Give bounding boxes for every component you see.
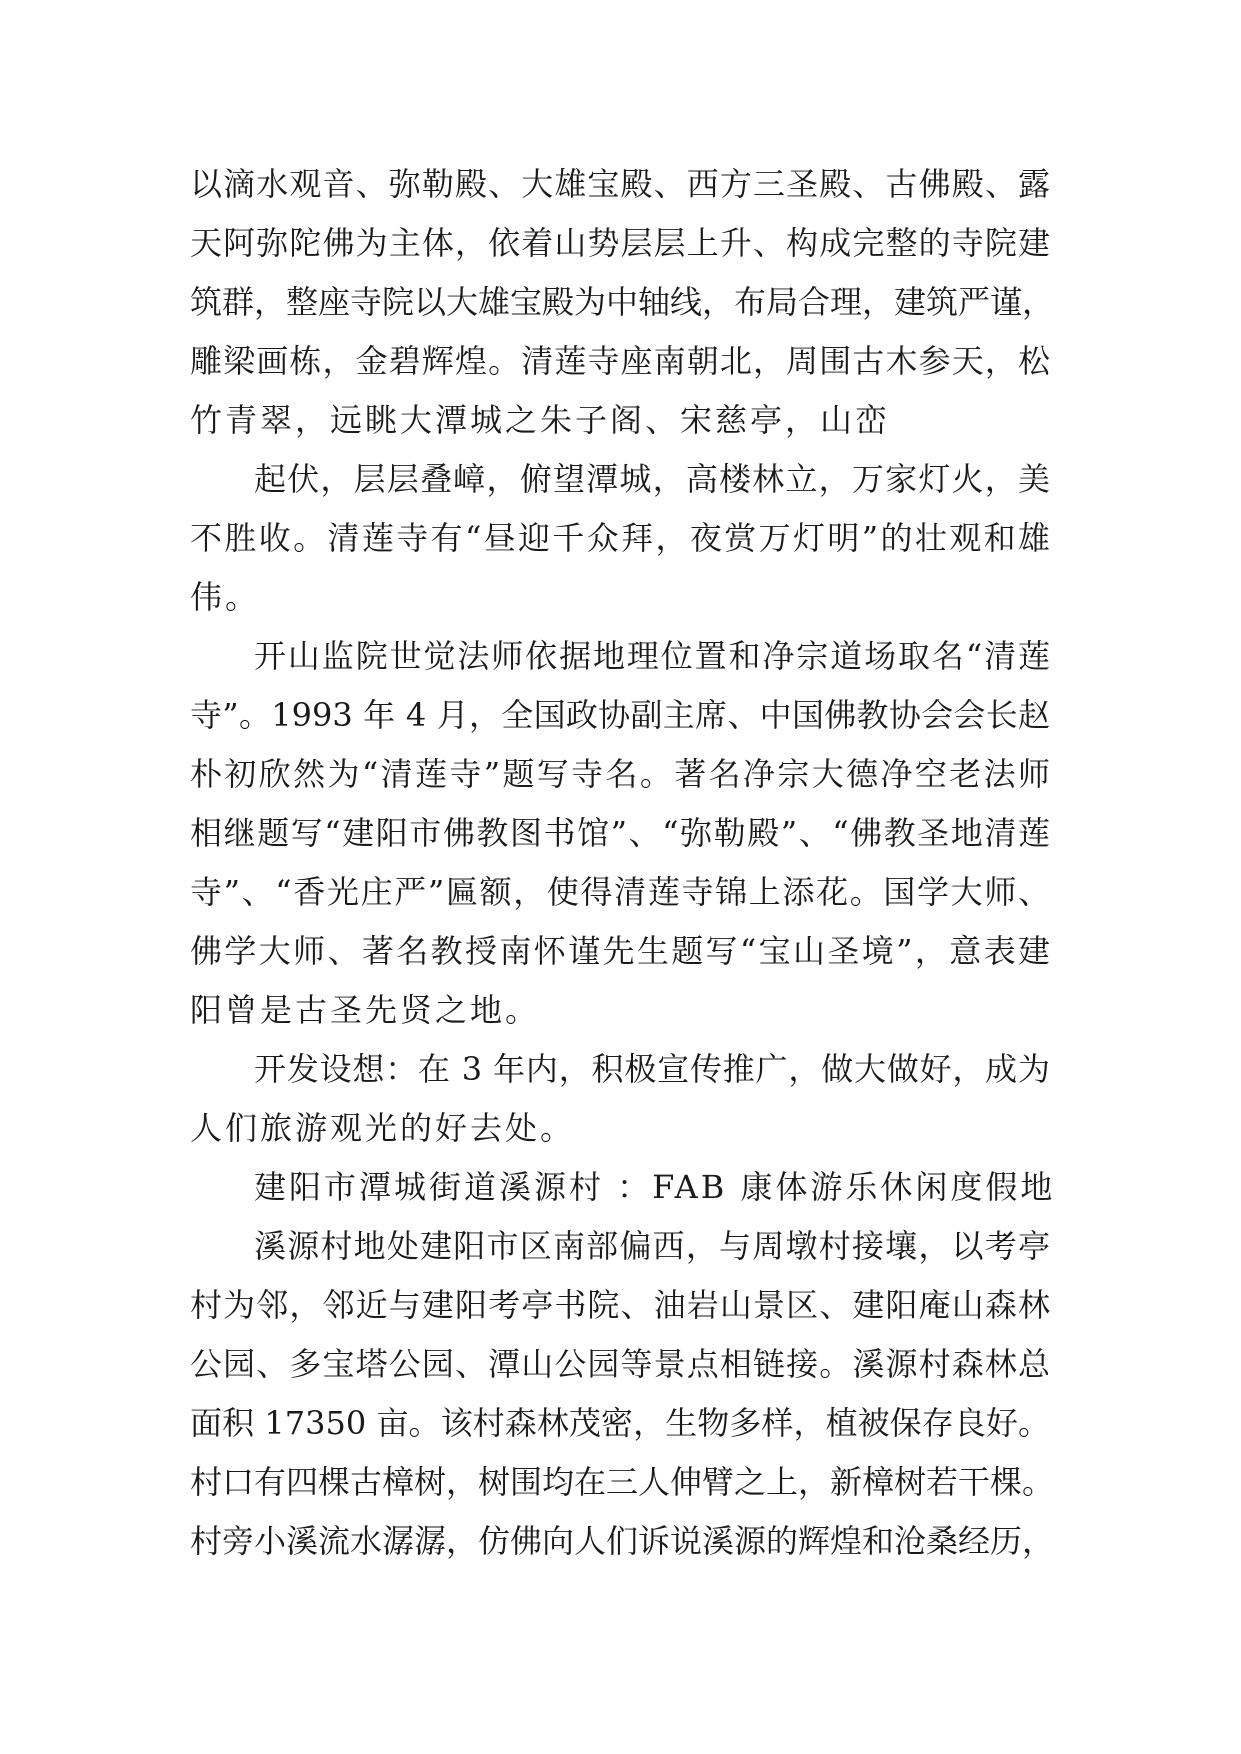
text-line: 竹青翠，远眺大潭城之朱子阁、宋慈亭，山峦 (190, 401, 891, 439)
text-line: 起伏，层层叠嶂，俯望潭城，高楼林立，万家灯火，美 (254, 460, 1050, 498)
text-line: 人们旅游观光的好去处。 (190, 1109, 576, 1147)
text-line: 建阳市潭城街道溪源村 ：FAB 康体游乐休闲度假地 (254, 1168, 1056, 1206)
text-line: 寺”、“香光庄严”匾额，使得清莲寺锦上添花。国学大师、 (190, 873, 1050, 911)
text-line: 村口有四棵古樟树，树围均在三人伸臂之上，新樟树若干棵。 (190, 1463, 1055, 1501)
text-line: 筑群，整座寺院以大雄宝殿为中轴线，布局合理，建筑严谨， (190, 283, 1055, 321)
text-line: 开发设想：在 3 年内，积极宣传推广，做大做好，成为 (254, 1050, 1050, 1088)
text-line: 溪源村地处建阳市区南部偏西，与周墩村接壤，以考亭 (254, 1227, 1050, 1265)
text-line: 阳曾是古圣先贤之地。 (190, 991, 541, 1029)
text-line: 开山监院世觉法师依据地理位置和净宗道场取名“清莲 (254, 637, 1050, 675)
text-line: 公园、多宝塔公园、潭山公园等景点相链接。溪源村森林总 (190, 1345, 1050, 1383)
text-line: 以滴水观音、弥勒殿、大雄宝殿、西方三圣殿、古佛殿、露 (190, 165, 1050, 203)
document-body (190, 155, 1056, 1571)
text-line: 村为邻，邻近与建阳考亭书院、油岩山景区、建阳庵山森林 (190, 1286, 1050, 1324)
text-line: 佛学大师、著名教授南怀谨先生题写“宝山圣境”，意表建 (190, 932, 1050, 970)
text-line: 朴初欣然为“清莲寺”题写寺名。著名净宗大德净空老法师 (190, 755, 1050, 793)
text-line: 不胜收。清莲寺有“昼迎千众拜，夜赏万灯明”的壮观和雄 (190, 519, 1050, 557)
text-line: 天阿弥陀佛为主体，依着山势层层上升、构成完整的寺院建 (190, 224, 1050, 262)
text-line: 伟。 (190, 578, 261, 616)
text-line: 雕梁画栋，金碧辉煌。清莲寺座南朝北，周围古木参天，松 (190, 342, 1050, 380)
text-line: 相继题写“建阳市佛教图书馆”、“弥勒殿”、“佛教圣地清莲 (190, 814, 1050, 852)
text-line: 面积 17350 亩。该村森林茂密，生物多样，植被保存良好。 (190, 1404, 1050, 1442)
text-line: 村旁小溪流水潺潺，仿佛向人们诉说溪源的辉煌和沧桑经历， (190, 1522, 1055, 1560)
text-line: 寺”。1993 年 4 月，全国政协副主席、中国佛教协会会长赵 (190, 696, 1050, 734)
